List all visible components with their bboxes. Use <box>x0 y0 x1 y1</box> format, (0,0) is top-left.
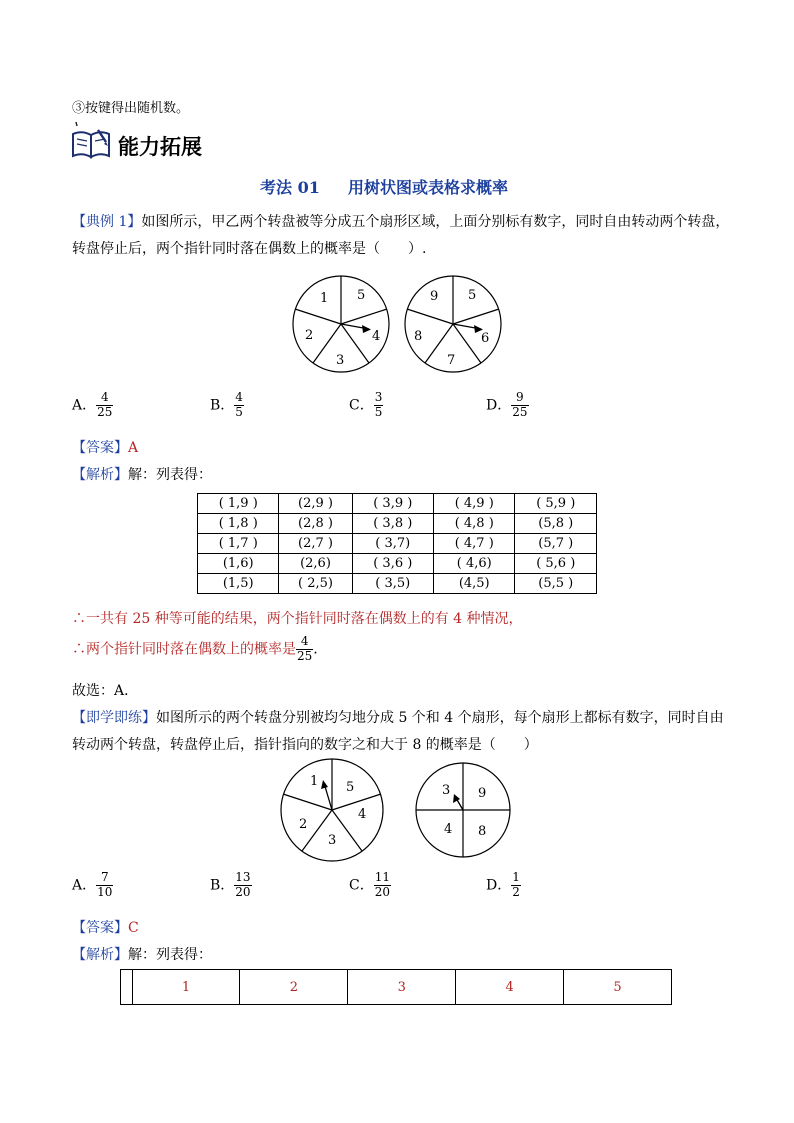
spinner-jia-num-4: 4 <box>372 329 381 344</box>
spinner-yi-num-6: 6 <box>481 331 490 346</box>
table-cell: (2,6) <box>279 554 352 574</box>
spinner-jia-num-1: 1 <box>320 291 329 306</box>
fraction: $\frac{13}{20}$ <box>235 870 251 899</box>
practice-left-num-3: 3 <box>328 833 337 848</box>
kaofa-label: 考法 01 <box>260 178 320 197</box>
table-cell: (5,5 ) <box>515 574 597 594</box>
table-cell: ( 3,6 ) <box>352 554 433 574</box>
practice-right-num-4: 4 <box>444 822 453 837</box>
practice-option-b[interactable]: B． $\frac{13}{20}$ <box>210 870 251 899</box>
spinner-yi-num-5: 5 <box>468 288 477 303</box>
fraction: $\frac{7}{10}$ <box>97 870 113 899</box>
intro-line: ③按键得出随机数。 <box>72 101 190 116</box>
practice-right-num-8: 8 <box>478 824 487 839</box>
practice-option-d[interactable]: D． $\frac{1}{2}$ <box>486 870 520 899</box>
practice-right-num-9: 9 <box>478 786 487 801</box>
table-row <box>198 494 597 514</box>
practice-left-num-5: 5 <box>346 780 355 795</box>
example1-text1: 如图所示，甲乙两个转盘被等分成五个扇形区域，上面分别标有数字，同时自由转动两个转盘， <box>141 214 730 230</box>
table-cell: ( 3,7) <box>352 534 433 554</box>
table-header-cell: 5 <box>564 970 672 1005</box>
fraction: $\frac{1}{2}$ <box>512 870 520 899</box>
example1-answer: 【答案】A <box>72 440 139 456</box>
table-cell: ( 5,9 ) <box>515 494 597 514</box>
table-cell: (5,7 ) <box>515 534 597 554</box>
practice-left-num-4: 4 <box>358 807 367 822</box>
example1-option-c[interactable]: C． $\frac{3}{5}$ <box>349 390 383 419</box>
table-header-cell <box>121 970 133 1005</box>
table-row <box>198 534 597 554</box>
table-cell: (4,5) <box>434 574 515 594</box>
table-cell: ( 1,8 ) <box>198 514 279 534</box>
practice-line1: 【即学即练】如图所示的两个转盘分别被均匀地分成 5 个和 4 个扇形，每个扇形上都标有数字，同时自由 <box>72 710 724 726</box>
table-header-cell: 1 <box>132 970 240 1005</box>
table-cell: ( 2,5) <box>279 574 352 594</box>
book-icon <box>70 120 114 166</box>
table-cell: ( 3,8 ) <box>352 514 433 534</box>
example1-line1 <box>72 211 729 231</box>
table-cell: ( 4,6) <box>434 554 515 574</box>
practice-line2: 转动两个转盘，转盘停止后，指针指向的数字之和大于 8 的概率是（ ） <box>72 737 538 753</box>
example1-option-d[interactable]: D． $\frac{9}{25}$ <box>486 390 528 419</box>
practice-right-num-3: 3 <box>442 783 451 798</box>
fraction: $\frac{4}{5}$ <box>235 390 243 419</box>
spinner-jia-num-2: 2 <box>305 328 314 343</box>
fraction: $\frac{9}{25}$ <box>512 390 528 419</box>
table-header-cell: 3 <box>348 970 456 1005</box>
spinner-jia <box>286 272 516 382</box>
fraction: $\frac{4}{25}$ <box>297 634 313 663</box>
spinner-yi-num-9: 9 <box>430 289 439 304</box>
example1-line2: 转盘停止后，两个指针同时落在偶数上的概率是（ ）. <box>72 241 427 257</box>
table-cell: ( 3,9 ) <box>352 494 433 514</box>
spinner-jia-num-5: 5 <box>357 288 366 303</box>
table-row <box>198 574 597 594</box>
table-cell: ( 5,6 ) <box>515 554 597 574</box>
table-cell: ( 1,7 ) <box>198 534 279 554</box>
example1-tag: 【典例 1】 <box>72 214 142 230</box>
kaofa-title: 用树状图或表格求概率 <box>348 178 509 197</box>
example1-option-b[interactable]: B． $\frac{4}{5}$ <box>210 390 243 419</box>
table-cell: ( 4,8 ) <box>434 514 515 534</box>
example1-choose: 故选：A． <box>72 683 139 699</box>
practice-option-a[interactable]: A． $\frac{7}{10}$ <box>72 870 113 899</box>
table-cell: ( 4,7 ) <box>434 534 515 554</box>
table-cell: ( 4,9 ) <box>434 494 515 514</box>
table-cell: (5,8 ) <box>515 514 597 534</box>
table-cell: ( 1,9 ) <box>198 494 279 514</box>
section-title: 能力拓展 <box>118 135 202 159</box>
practice-answer: 【答案】C <box>72 920 139 936</box>
fraction: $\frac{4}{25}$ <box>97 390 113 419</box>
practice-option-c[interactable]: C． $\frac{11}{20}$ <box>349 870 390 899</box>
table-cell: (1,6) <box>198 554 279 574</box>
example1-table <box>197 493 597 594</box>
table-header-cell: 4 <box>456 970 564 1005</box>
fraction: $\frac{3}{5}$ <box>374 390 383 419</box>
table-row <box>198 554 597 574</box>
spinner-yi-num-7: 7 <box>447 353 456 368</box>
spinner-yi-num-8: 8 <box>414 329 423 344</box>
example1-conclusion2: ∴两个指针同时落在偶数上的概率是 $\frac{4}{25}$ . <box>72 634 318 663</box>
practice-analysis: 【解析】解：列表得： <box>72 947 212 963</box>
table-row <box>121 970 672 1005</box>
example1-analysis: 【解析】解：列表得： <box>72 467 212 483</box>
practice-spinners <box>278 757 528 869</box>
table-cell: (1,5) <box>198 574 279 594</box>
practice-left-num-2: 2 <box>299 817 308 832</box>
table-header-cell: 2 <box>240 970 348 1005</box>
table-cell: (2,7 ) <box>279 534 352 554</box>
example1-conclusion1: ∴一共有 25 种等可能的结果，两个指针同时落在偶数上的有 4 种情况， <box>72 611 523 627</box>
practice-table <box>120 969 672 1005</box>
table-cell: ( 3,5) <box>352 574 433 594</box>
spinner-jia-num-3: 3 <box>336 353 345 368</box>
practice-left-num-1: 1 <box>310 774 319 789</box>
example1-option-a[interactable]: A． $\frac{4}{25}$ <box>72 390 113 419</box>
table-cell: (2,9 ) <box>279 494 352 514</box>
table-row <box>198 514 597 534</box>
table-cell: (2,8 ) <box>279 514 352 534</box>
fraction: $\frac{11}{20}$ <box>374 870 390 899</box>
